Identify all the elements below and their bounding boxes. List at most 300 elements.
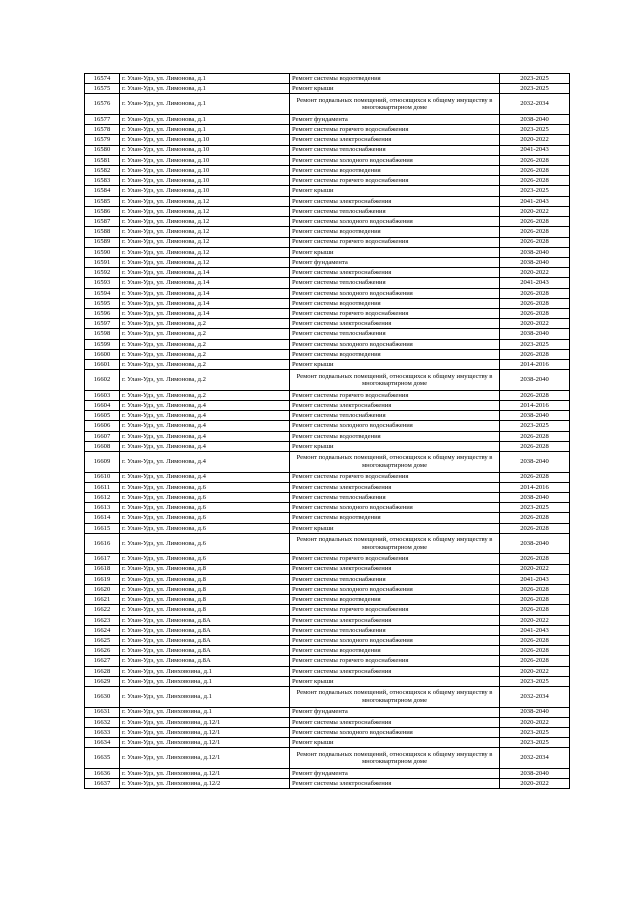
table-row (85, 370, 570, 390)
row-id: 16608 (85, 441, 120, 451)
row-id: 16620 (85, 584, 120, 594)
period-cell: 2026-2028 (500, 595, 570, 605)
period-cell: 2038-2040 (500, 257, 570, 267)
period-cell: 2023-2025 (500, 339, 570, 349)
address-cell: г. Улан-Удэ, ул. Лимонова, д.2 (120, 349, 290, 359)
address-cell: г. Улан-Удэ, ул. Лимонова, д.10 (120, 135, 290, 145)
table-row (85, 125, 570, 135)
period-cell: 2041-2043 (500, 625, 570, 635)
work-type-cell: Ремонт системы электроснабжения (290, 196, 500, 206)
period-cell: 2020-2022 (500, 135, 570, 145)
work-type-cell: Ремонт системы электроснабжения (290, 615, 500, 625)
address-cell: г. Улан-Удэ, ул. Лимонова, д.1 (120, 84, 290, 94)
row-id: 16616 (85, 533, 120, 553)
row-id: 16574 (85, 74, 120, 84)
address-cell: г. Улан-Удэ, ул. Лимонова, д.6 (120, 482, 290, 492)
address-cell: г. Улан-Удэ, ул. Лимонова, д.4 (120, 441, 290, 451)
address-cell: г. Улан-Удэ, ул. Лимонова, д.6 (120, 513, 290, 523)
period-cell: 2026-2028 (500, 472, 570, 482)
address-cell: г. Улан-Удэ, ул. Лимонова, д.4 (120, 452, 290, 472)
address-cell: г. Улан-Удэ, ул. Лимонова, д.10 (120, 186, 290, 196)
period-cell: 2020-2022 (500, 319, 570, 329)
work-type-cell: Ремонт системы холодного водоснабжения (290, 339, 500, 349)
row-id: 16587 (85, 217, 120, 227)
row-id: 16598 (85, 329, 120, 339)
address-cell: г. Улан-Удэ, ул. Лимонова, д.8А (120, 646, 290, 656)
table-row (85, 431, 570, 441)
row-id: 16613 (85, 503, 120, 513)
work-type-cell: Ремонт системы теплоснабжения (290, 145, 500, 155)
row-id: 16636 (85, 768, 120, 778)
period-cell: 2026-2028 (500, 288, 570, 298)
table-row (85, 421, 570, 431)
address-cell: г. Улан-Удэ, ул. Линховоина, д.1 (120, 666, 290, 676)
period-cell: 2038-2040 (500, 452, 570, 472)
row-id: 16614 (85, 513, 120, 523)
address-cell: г. Улан-Удэ, ул. Лимонова, д.10 (120, 165, 290, 175)
work-type-cell: Ремонт системы электроснабжения (290, 268, 500, 278)
period-cell: 2020-2022 (500, 206, 570, 216)
period-cell: 2038-2040 (500, 370, 570, 390)
table-row (85, 666, 570, 676)
work-type-cell: Ремонт системы холодного водоснабжения (290, 584, 500, 594)
period-cell: 2026-2028 (500, 176, 570, 186)
table-row (85, 441, 570, 451)
table-row (85, 339, 570, 349)
address-cell: г. Улан-Удэ, ул. Лимонова, д.1 (120, 74, 290, 84)
repair-schedule-table (84, 73, 570, 789)
table-row (85, 636, 570, 646)
address-cell: г. Улан-Удэ, ул. Линховоина, д.12/1 (120, 738, 290, 748)
address-cell: г. Улан-Удэ, ул. Лимонова, д.12 (120, 257, 290, 267)
work-type-cell: Ремонт крыши (290, 441, 500, 451)
row-id: 16596 (85, 309, 120, 319)
row-id: 16617 (85, 554, 120, 564)
work-type-cell: Ремонт фундамента (290, 257, 500, 267)
address-cell: г. Улан-Удэ, ул. Лимонова, д.2 (120, 370, 290, 390)
address-cell: г. Улан-Удэ, ул. Лимонова, д.6 (120, 533, 290, 553)
row-id: 16628 (85, 666, 120, 676)
row-id: 16622 (85, 605, 120, 615)
period-cell: 2023-2025 (500, 421, 570, 431)
work-type-cell: Ремонт системы электроснабжения (290, 482, 500, 492)
work-type-cell: Ремонт крыши (290, 738, 500, 748)
table-row (85, 114, 570, 124)
period-cell: 2041-2043 (500, 145, 570, 155)
table-row (85, 676, 570, 686)
table-row (85, 595, 570, 605)
work-type-cell: Ремонт подвальных помещений, относящихся к общему имуществу в многоквартирном доме (290, 94, 500, 114)
period-cell: 2020-2022 (500, 779, 570, 789)
row-id: 16625 (85, 636, 120, 646)
work-type-cell: Ремонт системы водоотведения (290, 513, 500, 523)
period-cell: 2026-2028 (500, 584, 570, 594)
row-id: 16590 (85, 247, 120, 257)
period-cell: 2023-2025 (500, 186, 570, 196)
row-id: 16578 (85, 125, 120, 135)
table-row (85, 523, 570, 533)
period-cell: 2026-2028 (500, 349, 570, 359)
table-row (85, 165, 570, 175)
table-row (85, 319, 570, 329)
period-cell: 2026-2028 (500, 656, 570, 666)
period-cell: 2023-2025 (500, 728, 570, 738)
work-type-cell: Ремонт системы электроснабжения (290, 564, 500, 574)
work-type-cell: Ремонт системы теплоснабжения (290, 329, 500, 339)
period-cell: 2014-2016 (500, 482, 570, 492)
address-cell: г. Улан-Удэ, ул. Лимонова, д.12 (120, 237, 290, 247)
work-type-cell: Ремонт системы теплоснабжения (290, 625, 500, 635)
table-row (85, 94, 570, 114)
period-cell: 2026-2028 (500, 636, 570, 646)
period-cell: 2026-2028 (500, 227, 570, 237)
row-id: 16595 (85, 298, 120, 308)
work-type-cell: Ремонт подвальных помещений, относящихся к общему имуществу в многоквартирном доме (290, 687, 500, 707)
period-cell: 2041-2043 (500, 574, 570, 584)
address-cell: г. Улан-Удэ, ул. Лимонова, д.14 (120, 288, 290, 298)
row-id: 16609 (85, 452, 120, 472)
period-cell: 2020-2022 (500, 717, 570, 727)
period-cell: 2026-2028 (500, 155, 570, 165)
table-row (85, 492, 570, 502)
address-cell: г. Улан-Удэ, ул. Лимонова, д.6 (120, 492, 290, 502)
work-type-cell: Ремонт системы водоотведения (290, 298, 500, 308)
row-id: 16634 (85, 738, 120, 748)
work-type-cell: Ремонт системы теплоснабжения (290, 574, 500, 584)
work-type-cell: Ремонт системы холодного водоснабжения (290, 217, 500, 227)
table-row (85, 472, 570, 482)
row-id: 16627 (85, 656, 120, 666)
work-type-cell: Ремонт системы водоотведения (290, 431, 500, 441)
address-cell: г. Улан-Удэ, ул. Лимонова, д.8 (120, 564, 290, 574)
period-cell: 2038-2040 (500, 533, 570, 553)
work-type-cell: Ремонт системы электроснабжения (290, 666, 500, 676)
address-cell: г. Улан-Удэ, ул. Лимонова, д.14 (120, 278, 290, 288)
work-type-cell: Ремонт крыши (290, 186, 500, 196)
row-id: 16576 (85, 94, 120, 114)
work-type-cell: Ремонт системы теплоснабжения (290, 492, 500, 502)
address-cell: г. Улан-Удэ, ул. Лимонова, д.12 (120, 206, 290, 216)
table-row (85, 574, 570, 584)
row-id: 16580 (85, 145, 120, 155)
row-id: 16581 (85, 155, 120, 165)
table-row (85, 217, 570, 227)
work-type-cell: Ремонт системы водоотведения (290, 349, 500, 359)
address-cell: г. Улан-Удэ, ул. Линховоина, д.12/1 (120, 728, 290, 738)
table-row (85, 564, 570, 574)
work-type-cell: Ремонт подвальных помещений, относящихся к общему имуществу в многоквартирном доме (290, 452, 500, 472)
address-cell: г. Улан-Удэ, ул. Лимонова, д.10 (120, 176, 290, 186)
table-row (85, 155, 570, 165)
table-row (85, 707, 570, 717)
address-cell: г. Улан-Удэ, ул. Лимонова, д.12 (120, 227, 290, 237)
work-type-cell: Ремонт системы водоотведения (290, 227, 500, 237)
address-cell: г. Улан-Удэ, ул. Лимонова, д.6 (120, 503, 290, 513)
row-id: 16621 (85, 595, 120, 605)
table-row (85, 196, 570, 206)
table-row (85, 503, 570, 513)
row-id: 16605 (85, 411, 120, 421)
period-cell: 2038-2040 (500, 707, 570, 717)
work-type-cell: Ремонт системы горячего водоснабжения (290, 656, 500, 666)
table-row (85, 738, 570, 748)
table-row (85, 329, 570, 339)
period-cell: 2032-2034 (500, 94, 570, 114)
period-cell: 2026-2028 (500, 646, 570, 656)
row-id: 16575 (85, 84, 120, 94)
row-id: 16630 (85, 687, 120, 707)
work-type-cell: Ремонт системы водоотведения (290, 646, 500, 656)
address-cell: г. Улан-Удэ, ул. Лимонова, д.12 (120, 247, 290, 257)
period-cell: 2026-2028 (500, 390, 570, 400)
period-cell: 2014-2016 (500, 401, 570, 411)
row-id: 16586 (85, 206, 120, 216)
row-id: 16582 (85, 165, 120, 175)
work-type-cell: Ремонт системы горячего водоснабжения (290, 554, 500, 564)
period-cell: 2041-2043 (500, 196, 570, 206)
table-row (85, 84, 570, 94)
table-row (85, 349, 570, 359)
table-row (85, 482, 570, 492)
period-cell: 2026-2028 (500, 441, 570, 451)
period-cell: 2032-2034 (500, 748, 570, 768)
row-id: 16606 (85, 421, 120, 431)
row-id: 16603 (85, 390, 120, 400)
work-type-cell: Ремонт системы горячего водоснабжения (290, 176, 500, 186)
table-row (85, 74, 570, 84)
work-type-cell: Ремонт подвальных помещений, относящихся к общему имуществу в многоквартирном доме (290, 533, 500, 553)
period-cell: 2038-2040 (500, 411, 570, 421)
table-row (85, 728, 570, 738)
work-type-cell: Ремонт системы горячего водоснабжения (290, 309, 500, 319)
table-row (85, 247, 570, 257)
period-cell: 2032-2034 (500, 687, 570, 707)
period-cell: 2041-2043 (500, 278, 570, 288)
period-cell: 2026-2028 (500, 523, 570, 533)
row-id: 16612 (85, 492, 120, 502)
table-row (85, 206, 570, 216)
row-id: 16601 (85, 360, 120, 370)
table-row (85, 309, 570, 319)
table-row (85, 257, 570, 267)
address-cell: г. Улан-Удэ, ул. Лимонова, д.6 (120, 523, 290, 533)
table-row (85, 768, 570, 778)
period-cell: 2026-2028 (500, 513, 570, 523)
work-type-cell: Ремонт системы холодного водоснабжения (290, 728, 500, 738)
table-row (85, 584, 570, 594)
row-id: 16610 (85, 472, 120, 482)
table-row (85, 452, 570, 472)
period-cell: 2023-2025 (500, 738, 570, 748)
address-cell: г. Улан-Удэ, ул. Лимонова, д.2 (120, 329, 290, 339)
row-id: 16597 (85, 319, 120, 329)
period-cell: 2038-2040 (500, 114, 570, 124)
period-cell: 2026-2028 (500, 298, 570, 308)
table-row (85, 554, 570, 564)
row-id: 16626 (85, 646, 120, 656)
row-id: 16633 (85, 728, 120, 738)
work-type-cell: Ремонт системы электроснабжения (290, 135, 500, 145)
period-cell: 2020-2022 (500, 666, 570, 676)
address-cell: г. Улан-Удэ, ул. Лимонова, д.2 (120, 390, 290, 400)
row-id: 16632 (85, 717, 120, 727)
work-type-cell: Ремонт системы теплоснабжения (290, 278, 500, 288)
address-cell: г. Улан-Удэ, ул. Лимонова, д.1 (120, 94, 290, 114)
address-cell: г. Улан-Удэ, ул. Лимонова, д.4 (120, 411, 290, 421)
address-cell: г. Улан-Удэ, ул. Лимонова, д.4 (120, 421, 290, 431)
work-type-cell: Ремонт системы холодного водоснабжения (290, 155, 500, 165)
work-type-cell: Ремонт системы горячего водоснабжения (290, 605, 500, 615)
table-row (85, 717, 570, 727)
period-cell: 2026-2028 (500, 237, 570, 247)
period-cell: 2026-2028 (500, 309, 570, 319)
row-id: 16623 (85, 615, 120, 625)
row-id: 16615 (85, 523, 120, 533)
period-cell: 2038-2040 (500, 492, 570, 502)
address-cell: г. Улан-Удэ, ул. Лимонова, д.14 (120, 298, 290, 308)
address-cell: г. Улан-Удэ, ул. Лимонова, д.8 (120, 595, 290, 605)
table-row (85, 186, 570, 196)
table-row (85, 687, 570, 707)
address-cell: г. Улан-Удэ, ул. Лимонова, д.14 (120, 268, 290, 278)
period-cell: 2023-2025 (500, 84, 570, 94)
address-cell: г. Улан-Удэ, ул. Лимонова, д.4 (120, 401, 290, 411)
table-row (85, 411, 570, 421)
address-cell: г. Улан-Удэ, ул. Лимонова, д.4 (120, 472, 290, 482)
address-cell: г. Улан-Удэ, ул. Лимонова, д.8А (120, 636, 290, 646)
address-cell: г. Улан-Удэ, ул. Лимонова, д.12 (120, 217, 290, 227)
row-id: 16579 (85, 135, 120, 145)
table-row (85, 298, 570, 308)
work-type-cell: Ремонт системы теплоснабжения (290, 206, 500, 216)
row-id: 16631 (85, 707, 120, 717)
table-row (85, 646, 570, 656)
row-id: 16589 (85, 237, 120, 247)
work-type-cell: Ремонт крыши (290, 84, 500, 94)
work-type-cell: Ремонт системы водоотведения (290, 165, 500, 175)
address-cell: г. Улан-Удэ, ул. Линховоина, д.12/1 (120, 768, 290, 778)
address-cell: г. Улан-Удэ, ул. Лимонова, д.1 (120, 125, 290, 135)
address-cell: г. Улан-Удэ, ул. Лимонова, д.1 (120, 114, 290, 124)
work-type-cell: Ремонт системы холодного водоснабжения (290, 421, 500, 431)
period-cell: 2026-2028 (500, 431, 570, 441)
address-cell: г. Улан-Удэ, ул. Лимонова, д.10 (120, 145, 290, 155)
address-cell: г. Улан-Удэ, ул. Линховоина, д.12/1 (120, 748, 290, 768)
table-row (85, 605, 570, 615)
period-cell: 2038-2040 (500, 247, 570, 257)
row-id: 16618 (85, 564, 120, 574)
address-cell: г. Улан-Удэ, ул. Лимонова, д.10 (120, 155, 290, 165)
address-cell: г. Улан-Удэ, ул. Лимонова, д.8 (120, 605, 290, 615)
address-cell: г. Улан-Удэ, ул. Линховоина, д.12/1 (120, 717, 290, 727)
address-cell: г. Улан-Удэ, ул. Линховоина, д.1 (120, 687, 290, 707)
address-cell: г. Улан-Удэ, ул. Лимонова, д.8А (120, 656, 290, 666)
period-cell: 2026-2028 (500, 165, 570, 175)
work-type-cell: Ремонт подвальных помещений, относящихся к общему имуществу в многоквартирном доме (290, 748, 500, 768)
period-cell: 2014-2016 (500, 360, 570, 370)
address-cell: г. Улан-Удэ, ул. Лимонова, д.12 (120, 196, 290, 206)
table-row (85, 625, 570, 635)
period-cell: 2026-2028 (500, 554, 570, 564)
work-type-cell: Ремонт системы горячего водоснабжения (290, 237, 500, 247)
period-cell: 2023-2025 (500, 503, 570, 513)
row-id: 16600 (85, 349, 120, 359)
address-cell: г. Улан-Удэ, ул. Лимонова, д.8А (120, 625, 290, 635)
table-row (85, 401, 570, 411)
row-id: 16611 (85, 482, 120, 492)
address-cell: г. Улан-Удэ, ул. Лимонова, д.8А (120, 615, 290, 625)
row-id: 16629 (85, 676, 120, 686)
work-type-cell: Ремонт крыши (290, 247, 500, 257)
table-row (85, 779, 570, 789)
table-row (85, 227, 570, 237)
row-id: 16624 (85, 625, 120, 635)
work-type-cell: Ремонт системы холодного водоснабжения (290, 503, 500, 513)
work-type-cell: Ремонт системы электроснабжения (290, 401, 500, 411)
row-id: 16585 (85, 196, 120, 206)
address-cell: г. Улан-Удэ, ул. Лимонова, д.14 (120, 309, 290, 319)
table-row (85, 135, 570, 145)
row-id: 16602 (85, 370, 120, 390)
work-type-cell: Ремонт системы холодного водоснабжения (290, 636, 500, 646)
row-id: 16594 (85, 288, 120, 298)
table-row (85, 360, 570, 370)
table-row (85, 288, 570, 298)
work-type-cell: Ремонт подвальных помещений, относящихся к общему имуществу в многоквартирном доме (290, 370, 500, 390)
row-id: 16588 (85, 227, 120, 237)
table-row (85, 533, 570, 553)
address-cell: г. Улан-Удэ, ул. Линховоина, д.1 (120, 676, 290, 686)
table-row (85, 268, 570, 278)
table-row (85, 237, 570, 247)
work-type-cell: Ремонт крыши (290, 676, 500, 686)
address-cell: г. Улан-Удэ, ул. Линховоина, д.12/2 (120, 779, 290, 789)
work-type-cell: Ремонт системы холодного водоснабжения (290, 288, 500, 298)
row-id: 16599 (85, 339, 120, 349)
row-id: 16619 (85, 574, 120, 584)
work-type-cell: Ремонт системы горячего водоснабжения (290, 472, 500, 482)
work-type-cell: Ремонт системы теплоснабжения (290, 411, 500, 421)
work-type-cell: Ремонт фундамента (290, 114, 500, 124)
row-id: 16591 (85, 257, 120, 267)
address-cell: г. Улан-Удэ, ул. Линховоина, д.1 (120, 707, 290, 717)
address-cell: г. Улан-Удэ, ул. Лимонова, д.8 (120, 584, 290, 594)
period-cell: 2023-2025 (500, 74, 570, 84)
period-cell: 2020-2022 (500, 268, 570, 278)
table-body (85, 74, 570, 789)
address-cell: г. Улан-Удэ, ул. Лимонова, д.8 (120, 574, 290, 584)
work-type-cell: Ремонт фундамента (290, 768, 500, 778)
address-cell: г. Улан-Удэ, ул. Лимонова, д.6 (120, 554, 290, 564)
work-type-cell: Ремонт системы горячего водоснабжения (290, 390, 500, 400)
table-row (85, 656, 570, 666)
address-cell: г. Улан-Удэ, ул. Лимонова, д.2 (120, 360, 290, 370)
table-row (85, 390, 570, 400)
address-cell: г. Улан-Удэ, ул. Лимонова, д.4 (120, 431, 290, 441)
work-type-cell: Ремонт системы водоотведения (290, 74, 500, 84)
row-id: 16583 (85, 176, 120, 186)
table-row (85, 748, 570, 768)
address-cell: г. Улан-Удэ, ул. Лимонова, д.2 (120, 319, 290, 329)
table-row (85, 513, 570, 523)
table-row (85, 145, 570, 155)
table-row (85, 278, 570, 288)
row-id: 16635 (85, 748, 120, 768)
row-id: 16584 (85, 186, 120, 196)
period-cell: 2038-2040 (500, 768, 570, 778)
work-type-cell: Ремонт системы водоотведения (290, 595, 500, 605)
work-type-cell: Ремонт системы электроснабжения (290, 319, 500, 329)
